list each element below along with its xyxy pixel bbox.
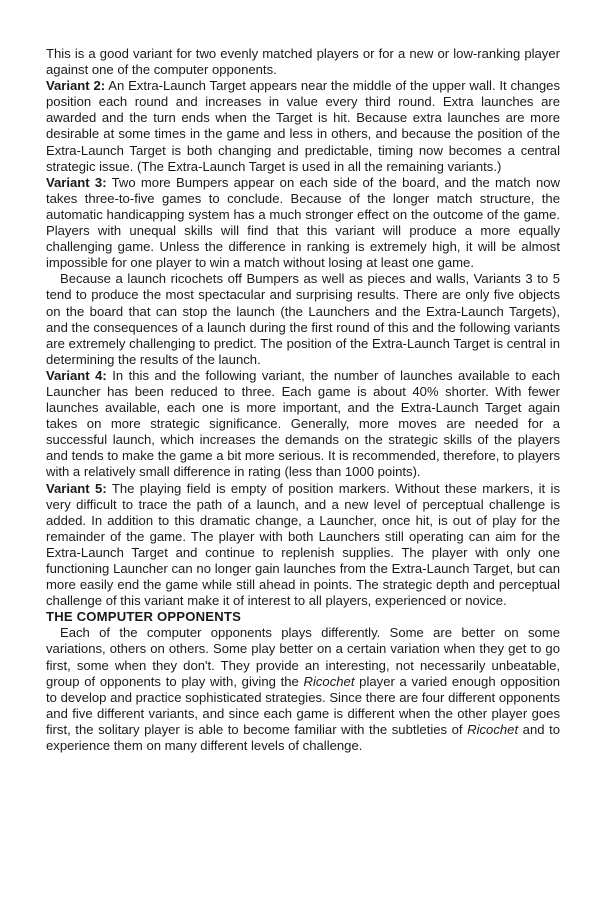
game-title-1: Ricochet <box>303 673 355 689</box>
computer-text-b: player a varied enough opposition to develop and practice sophisticated strategies. Since there are four different opponents and five different variants, and since each game is different when the other player goes first, the solitary player is able to become familiar with the subtleties of <box>46 673 561 737</box>
variant-4-paragraph <box>46 368 560 481</box>
variant-2-paragraph <box>46 78 560 175</box>
variant-5-paragraph <box>46 481 560 610</box>
variant-4-label: Variant 4: <box>46 367 107 383</box>
variant-3-text: Two more Bumpers appear on each side of the board, and the match now takes three-to-five games to conclude. Because of the longer match structure, the automatic handicapping system has a much stronger effect on the outcome of the game. Players with unequal skills will find that this variant will produce a more equally challenging game. Unless the difference in ranking is extremely high, it will be almost impossible for one player to win a match without losing at least one game. <box>46 174 560 271</box>
variant-4-text: In this and the following variant, the number of launches available to each Launcher has been reduced to three. Each game is about 40% shorter. With fewer launches available, each one is more important, and the Extra-Launch Target again takes on more strategic significance. Generally, more moves are needed for a successful launch, which increases the demands on the strategic skills of the players and tends to make the game a bit more serious. It is recommended, therefore, to players with a relatively small difference in rating (less than 1000 points). <box>46 367 560 480</box>
computer-opponents-paragraph <box>46 625 560 754</box>
variant-5-label: Variant 5: <box>46 480 107 496</box>
manual-page <box>46 46 560 754</box>
variant-3-paragraph-2: Because a launch ricochets off Bumpers as well as pieces and walls, Variants 3 to 5 tend to produce the most spectacular and surprising results. There are only five objects on the board that can stop the launch (the Launchers and the Extra-Launch Targets), and the consequences of a launch during the first round of this and the following variants are extremely challenging to predict. The position of the Extra-Launch Target is central in determining the results of the launch. <box>46 271 560 367</box>
intro-paragraph: This is a good variant for two evenly matched players or for a new or low-ranking player against one of the computer opponents. <box>46 46 560 78</box>
game-title-2: Ricochet <box>467 721 519 737</box>
section-heading: THE COMPUTER OPPONENTS <box>46 609 242 625</box>
variant-3-label: Variant 3: <box>46 174 107 190</box>
variant-2-text: An Extra-Launch Target appears near the middle of the upper wall. It changes position each round and increases in value every third round. Extra launches are awarded and the turn ends when the Target is hit. Because extra launches are more desirable at some times in the game and less in others, and because the position of the Extra-Launch Target is both changing and predictable, timing now becomes a central strategic issue. (The Extra-Launch Target is used in all the remaining variants.) <box>46 78 560 174</box>
variant-5-text: The playing field is empty of position markers. Without these markers, it is very difficult to trace the path of a launch, and a new level of perceptual challenge is added. In addition to this dramatic change, a Launcher, once hit, is out of play for the remainder of the game. The player with both Launchers still operating can aim for the Extra-Launch Target and continue to replenish supplies. The player with only one functioning Launcher can no longer gain launches from the Extra-Launch Target, but can more easily end the game while still ahead in points. The strategic depth and perceptual challenge of this variant make it of interest to all players, experienced or novice. <box>46 480 560 609</box>
computer-text-a: Each of the computer opponents plays differently. Some are better on some variations, others on others. Some play better on a certain variation when they get to go first, some when they don't. They provide an interesting, not necessarily unbeatable, group of opponents to play with, giving the <box>46 625 560 689</box>
variant-2-label: Variant 2: <box>46 78 106 94</box>
variant-3-paragraph <box>46 175 560 272</box>
computer-text-c: and to experience them on many different levels of challenge. <box>46 721 561 754</box>
